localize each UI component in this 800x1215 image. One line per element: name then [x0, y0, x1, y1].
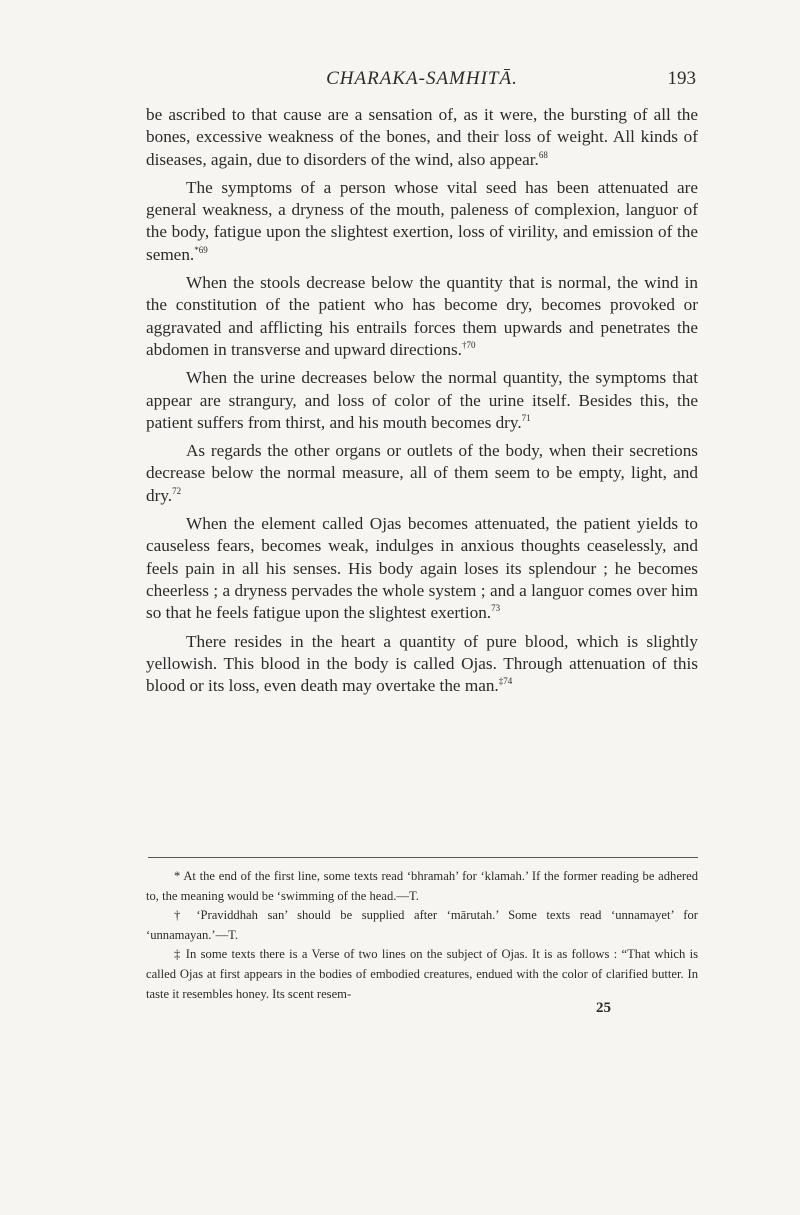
note-ref: 71 [521, 412, 531, 423]
paragraph: When the stools decrease below the quantity that is normal, the wind in the constitution of the patient who has become dry, becomes provoked or aggravated and afflicting his entrails forces them upwards and penetrates the abdomen in transverse and upward directions.$^{\dagger 70}$ [146, 273, 698, 359]
paragraph: There resides in the heart a quantity of pure blood, which is slightly yellowish. This blood in the body is called Ojas. Through attenuation of this blood or its loss, even death may overtake the man.$^{\ddagger 74}$ [146, 631, 698, 696]
footnote: * At the end of the first line, some texts read ‘bhramah’ for ‘klamah.’ If the former reading be adhered to, the meaning would be ‘swimming of the head.—T. [146, 869, 698, 903]
footnotes [146, 867, 698, 1004]
paragraph: As regards the other organs or outlets of the body, when their secretions decrease below the normal measure, all of them seem to be empty, light, and dry.$^{72}$ [146, 441, 698, 505]
paragraph: When the urine decreases below the normal quantity, the symptoms that appear are strangury, and loss of color of the urine itself. Besides this, the patient suffers from thirst, and his mouth becomes dry.$^{71}$ [146, 368, 698, 432]
note-ref: *69 [194, 244, 208, 255]
body-text [146, 104, 698, 703]
page-header [148, 68, 696, 96]
note-ref: ‡74 [498, 676, 513, 687]
running-title: CHARAKA-SAMHITĀ. [326, 68, 518, 89]
note-ref: 68 [538, 149, 548, 160]
paragraph: When the element called Ojas becomes attenuated, the patient yields to causeless fears, becomes weak, indulges in anxious thoughts ceaselessly, and feels pain in all his senses. His body again loses its splendour ; he becomes cheerless ; a dryness pervades the whole system ; and a languor comes over him so that he feels fatigue upon the slightest exertion.$^{73}$ [146, 514, 698, 623]
footnote-divider [148, 857, 698, 858]
footnote: ‡ In some texts there is a Verse of two lines on the subject of Ojas. It is as follows : “That which is called Ojas at first appears in the bodies of embodied creatures, endued with the color of clarified butter. In taste it resembles honey. Its scent resem- [146, 947, 698, 1001]
note-ref: †70 [461, 339, 476, 350]
signature-mark: 25 [596, 1000, 611, 1016]
note-ref: 73 [491, 603, 501, 614]
page-number: 193 [667, 68, 696, 89]
paragraph: be ascribed to that cause are a sensation of, as it were, the bursting of all the bones, excessive weakness of the bones, and their loss of weight. All kinds of diseases, again, due to disorders of the wind, also appear.$^{68}$ [146, 105, 698, 169]
note-ref: 72 [172, 485, 182, 496]
footnote: † ‘Praviddhah san’ should be supplied after ‘mārutah.’ Some texts read ‘unnamayet’ for ‘unnamayan.’—T. [146, 908, 698, 942]
paragraph: The symptoms of a person whose vital seed has been attenuated are general weakness, a dryness of the mouth, paleness of complexion, languor of the body, fatigue upon the slightest exertion, loss of virility, and emission of the semen.$^{*69}$ [146, 177, 698, 264]
